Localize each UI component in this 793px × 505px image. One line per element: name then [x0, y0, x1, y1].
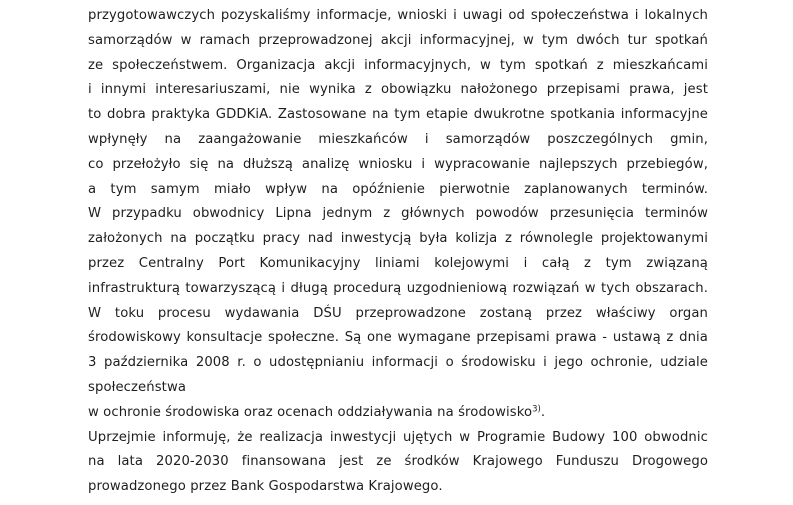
text-line: W przypadku obwodnicy Lipna jednym z głównych powodów przesunięcia terminów — [88, 206, 708, 222]
text-line: co przełożyło się na dłuższą analizę wniosku i wypracowanie najlepszych przebiegów, — [88, 156, 708, 172]
text-line: społeczeństwa — [88, 379, 187, 395]
text-line: wpłynęły na zaangażowanie mieszkańców i samorządów poszczególnych gmin, — [88, 131, 708, 147]
text-line: to dobra praktyka GDDKiA. Zastosowane na tym etapie dwukrotne spotkania informacyjne — [88, 107, 708, 123]
text-line: przez Centralny Port Komunikacyjny liniami kolejowymi i całą z tym związaną — [88, 255, 708, 271]
text-line: prowadzonego przez Bank Gospodarstwa Krajowego. — [88, 479, 443, 495]
text-line: 3 października 2008 r. o udostępnianiu informacji o środowisku i jego ochronie, udziale — [88, 355, 708, 371]
text-line: infrastrukturą towarzyszącą i długą procedurą uzgodnieniową rozwiązań w tych obszarach. — [88, 280, 708, 296]
document-text-block — [88, 4, 708, 500]
footnote-line-text: w ochronie środowiska oraz ocenach oddziaływania na środowisko — [88, 404, 533, 420]
footnote-reference-marker: 3) — [532, 404, 541, 415]
text-line: na lata 2020-2030 finansowana jest ze środków Krajowego Funduszu Drogowego — [88, 454, 708, 470]
text-line: a tym samym miało wpływ na opóźnienie pierwotnie zaplanowanych terminów. — [88, 181, 708, 197]
text-line: W toku procesu wydawania DŚU przeprowadzone zostaną przez właściwy organ — [88, 305, 708, 321]
text-line-with-footnote — [88, 401, 708, 426]
text-line: Uprzejmie informuję, że realizacja inwestycji ujętych w Programie Budowy 100 obwodnic — [88, 429, 708, 445]
text-line: i innymi interesariuszami, nie wynika z obowiązku nałożonego przepisami prawa, jest — [88, 82, 708, 98]
text-line: samorządów w ramach przeprowadzonej akcji informacyjnej, w tym dwóch tur spotkań — [88, 32, 708, 48]
text-line: przygotowawczych pozyskaliśmy informacje, wnioski i uwagi od społeczeństwa i lokalnych — [88, 8, 708, 23]
text-line: założonych na początku pracy nad inwestycją była kolizja z równolegle projektowanymi — [88, 231, 708, 247]
text-line: środowiskowy konsultacje społeczne. Są one wymagane przepisami prawa - ustawą z dnia — [88, 330, 708, 346]
footnote-line-period: . — [540, 404, 546, 420]
text-line: ze społeczeństwem. Organizacja akcji informacyjnych, w tym spotkań z mieszkańcami — [88, 57, 708, 73]
